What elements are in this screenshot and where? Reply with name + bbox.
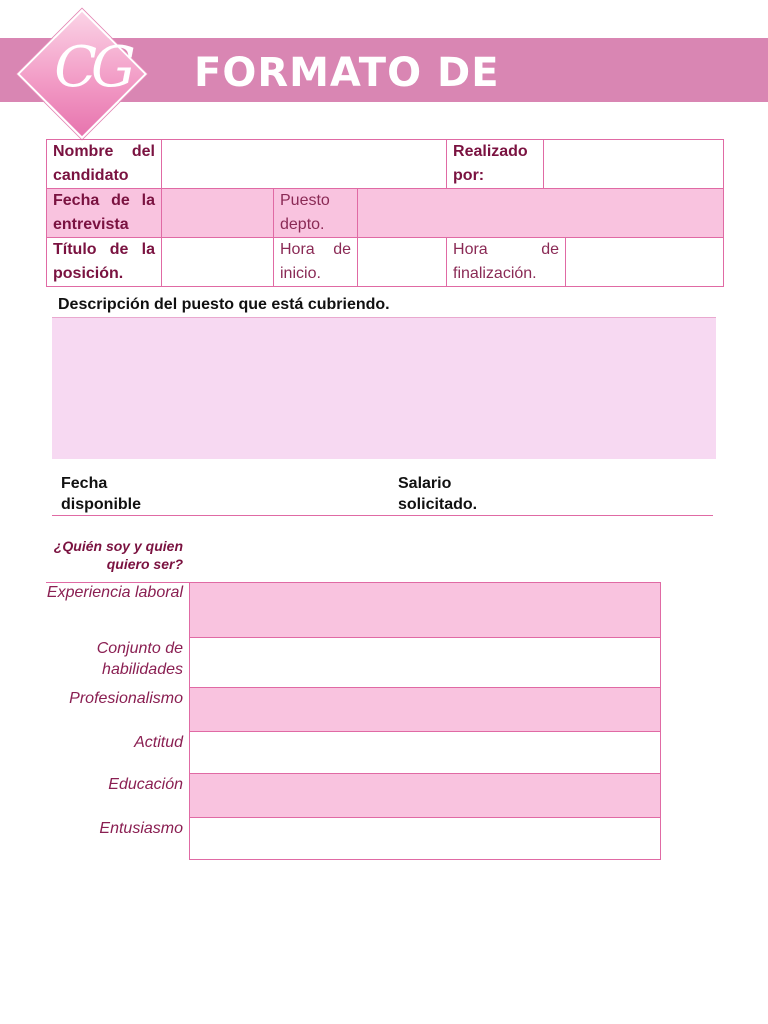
department-field[interactable]	[358, 189, 724, 238]
position-title-label: Título de la posición.	[47, 238, 162, 287]
interview-date-label: Fecha de la entrevista	[47, 189, 162, 238]
candidate-info-table	[46, 139, 724, 287]
professionalism-field[interactable]	[189, 687, 661, 732]
work-experience-field[interactable]	[189, 582, 661, 638]
self-question-label: ¿Quién soy y quien quiero ser?	[53, 538, 183, 572]
work-experience-label: Experiencia laboral	[46, 584, 183, 601]
available-date-label: Fecha disponible	[61, 475, 141, 513]
end-time-field[interactable]	[566, 238, 724, 287]
attitude-field[interactable]	[189, 731, 661, 774]
logo-monogram: CG	[54, 35, 130, 100]
availability-underline	[52, 515, 713, 516]
end-time-label: Hora de finalización.	[447, 238, 566, 287]
department-label: Puesto depto.	[274, 189, 358, 238]
position-title-field[interactable]	[162, 238, 274, 287]
interviewer-label: Realizado por:	[447, 140, 544, 189]
enthusiasm-label: Entusiasmo	[99, 820, 183, 837]
job-description-label: Descripción del puesto que está cubriendo.	[58, 296, 390, 313]
requested-salary-label: Salario solicitado.	[398, 475, 478, 513]
start-time-field[interactable]	[358, 238, 447, 287]
education-field[interactable]	[189, 773, 661, 818]
enthusiasm-field[interactable]	[189, 817, 661, 860]
skill-set-label: Conjunto de habilidades	[96, 640, 183, 678]
start-time-label: Hora de inicio.	[274, 238, 358, 287]
skill-set-field[interactable]	[189, 637, 661, 688]
interview-date-field[interactable]	[162, 189, 274, 238]
candidate-name-label: Nombre del candidato	[47, 140, 162, 189]
job-description-field[interactable]	[52, 317, 716, 459]
education-label: Educación	[108, 776, 183, 793]
page-title: FORMATO DE ENTREVISTA	[194, 50, 500, 154]
professionalism-label: Profesionalismo	[69, 690, 183, 707]
attitude-label: Actitud	[134, 734, 183, 751]
interviewer-field[interactable]	[544, 140, 724, 189]
candidate-name-field[interactable]	[162, 140, 447, 189]
